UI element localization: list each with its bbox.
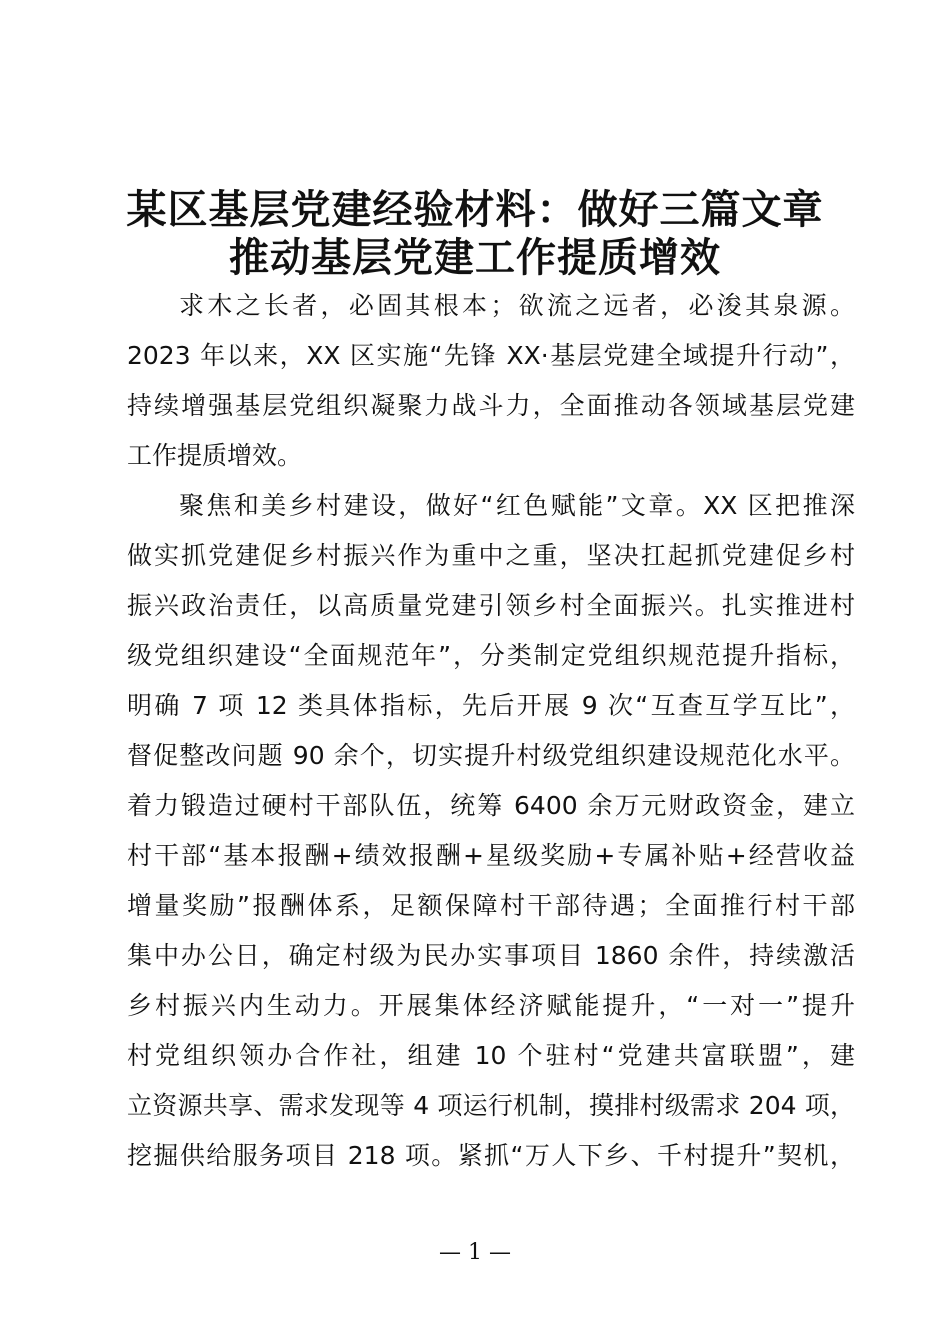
text-line: 求木之长者，必固其根本；欲流之远者，必浚其泉源。	[179, 291, 855, 320]
text-line: 持续增强基层党组织凝聚力战斗力，全面推动各领域基层党建	[127, 391, 855, 420]
text-line: 村党组织领办合作社，组建 10 个驻村“党建共富联盟”，建	[127, 1041, 855, 1070]
text-line: 振兴政治责任，以高质量党建引领乡村全面振兴。扎实推进村	[127, 591, 855, 620]
text-line: 2023 年以来，XX 区实施“先锋 XX·基层党建全域提升行动”，	[127, 341, 855, 370]
document-title-line-2: 推动基层党建工作提质增效	[229, 235, 721, 281]
text-line: 级党组织建设“全面规范年”，分类制定党组织规范提升指标，	[127, 641, 855, 670]
text-line: 督促整改问题 90 余个，切实提升村级党组织建设规范化水平。	[127, 741, 855, 770]
paragraph	[127, 283, 855, 483]
text-line: 集中办公日，确定村级为民办实事项目 1860 余件，持续激活	[127, 941, 855, 970]
page-number: — 1 —	[439, 1240, 511, 1265]
text-line: 明确 7 项 12 类具体指标，先后开展 9 次“互查互学互比”，	[127, 691, 855, 720]
text-line: 聚焦和美乡村建设，做好“红色赋能”文章。XX 区把推深	[179, 491, 855, 520]
text-line: 挖掘供给服务项目 218 项。紧抓“万人下乡、千村提升”契机，	[127, 1141, 855, 1170]
paragraph	[127, 483, 855, 1183]
text-line: 立资源共享、需求发现等 4 项运行机制，摸排村级需求 204 项，	[127, 1091, 855, 1120]
document-title-line-1: 某区基层党建经验材料：做好三篇文章	[126, 187, 824, 233]
text-line: 乡村振兴内生动力。开展集体经济赋能提升，“一对一”提升	[127, 991, 855, 1020]
document-body	[127, 283, 855, 1183]
text-line: 做实抓党建促乡村振兴作为重中之重，坚决扛起抓党建促乡村	[127, 541, 855, 570]
text-line: 着力锻造过硬村干部队伍，统筹 6400 余万元财政资金，建立	[127, 791, 855, 820]
text-line: 村干部“基本报酬+绩效报酬+星级奖励+专属补贴+经营收益	[127, 841, 855, 870]
text-line: 工作提质增效。	[127, 441, 303, 470]
text-line: 增量奖励”报酬体系，足额保障村干部待遇；全面推行村干部	[127, 891, 855, 920]
